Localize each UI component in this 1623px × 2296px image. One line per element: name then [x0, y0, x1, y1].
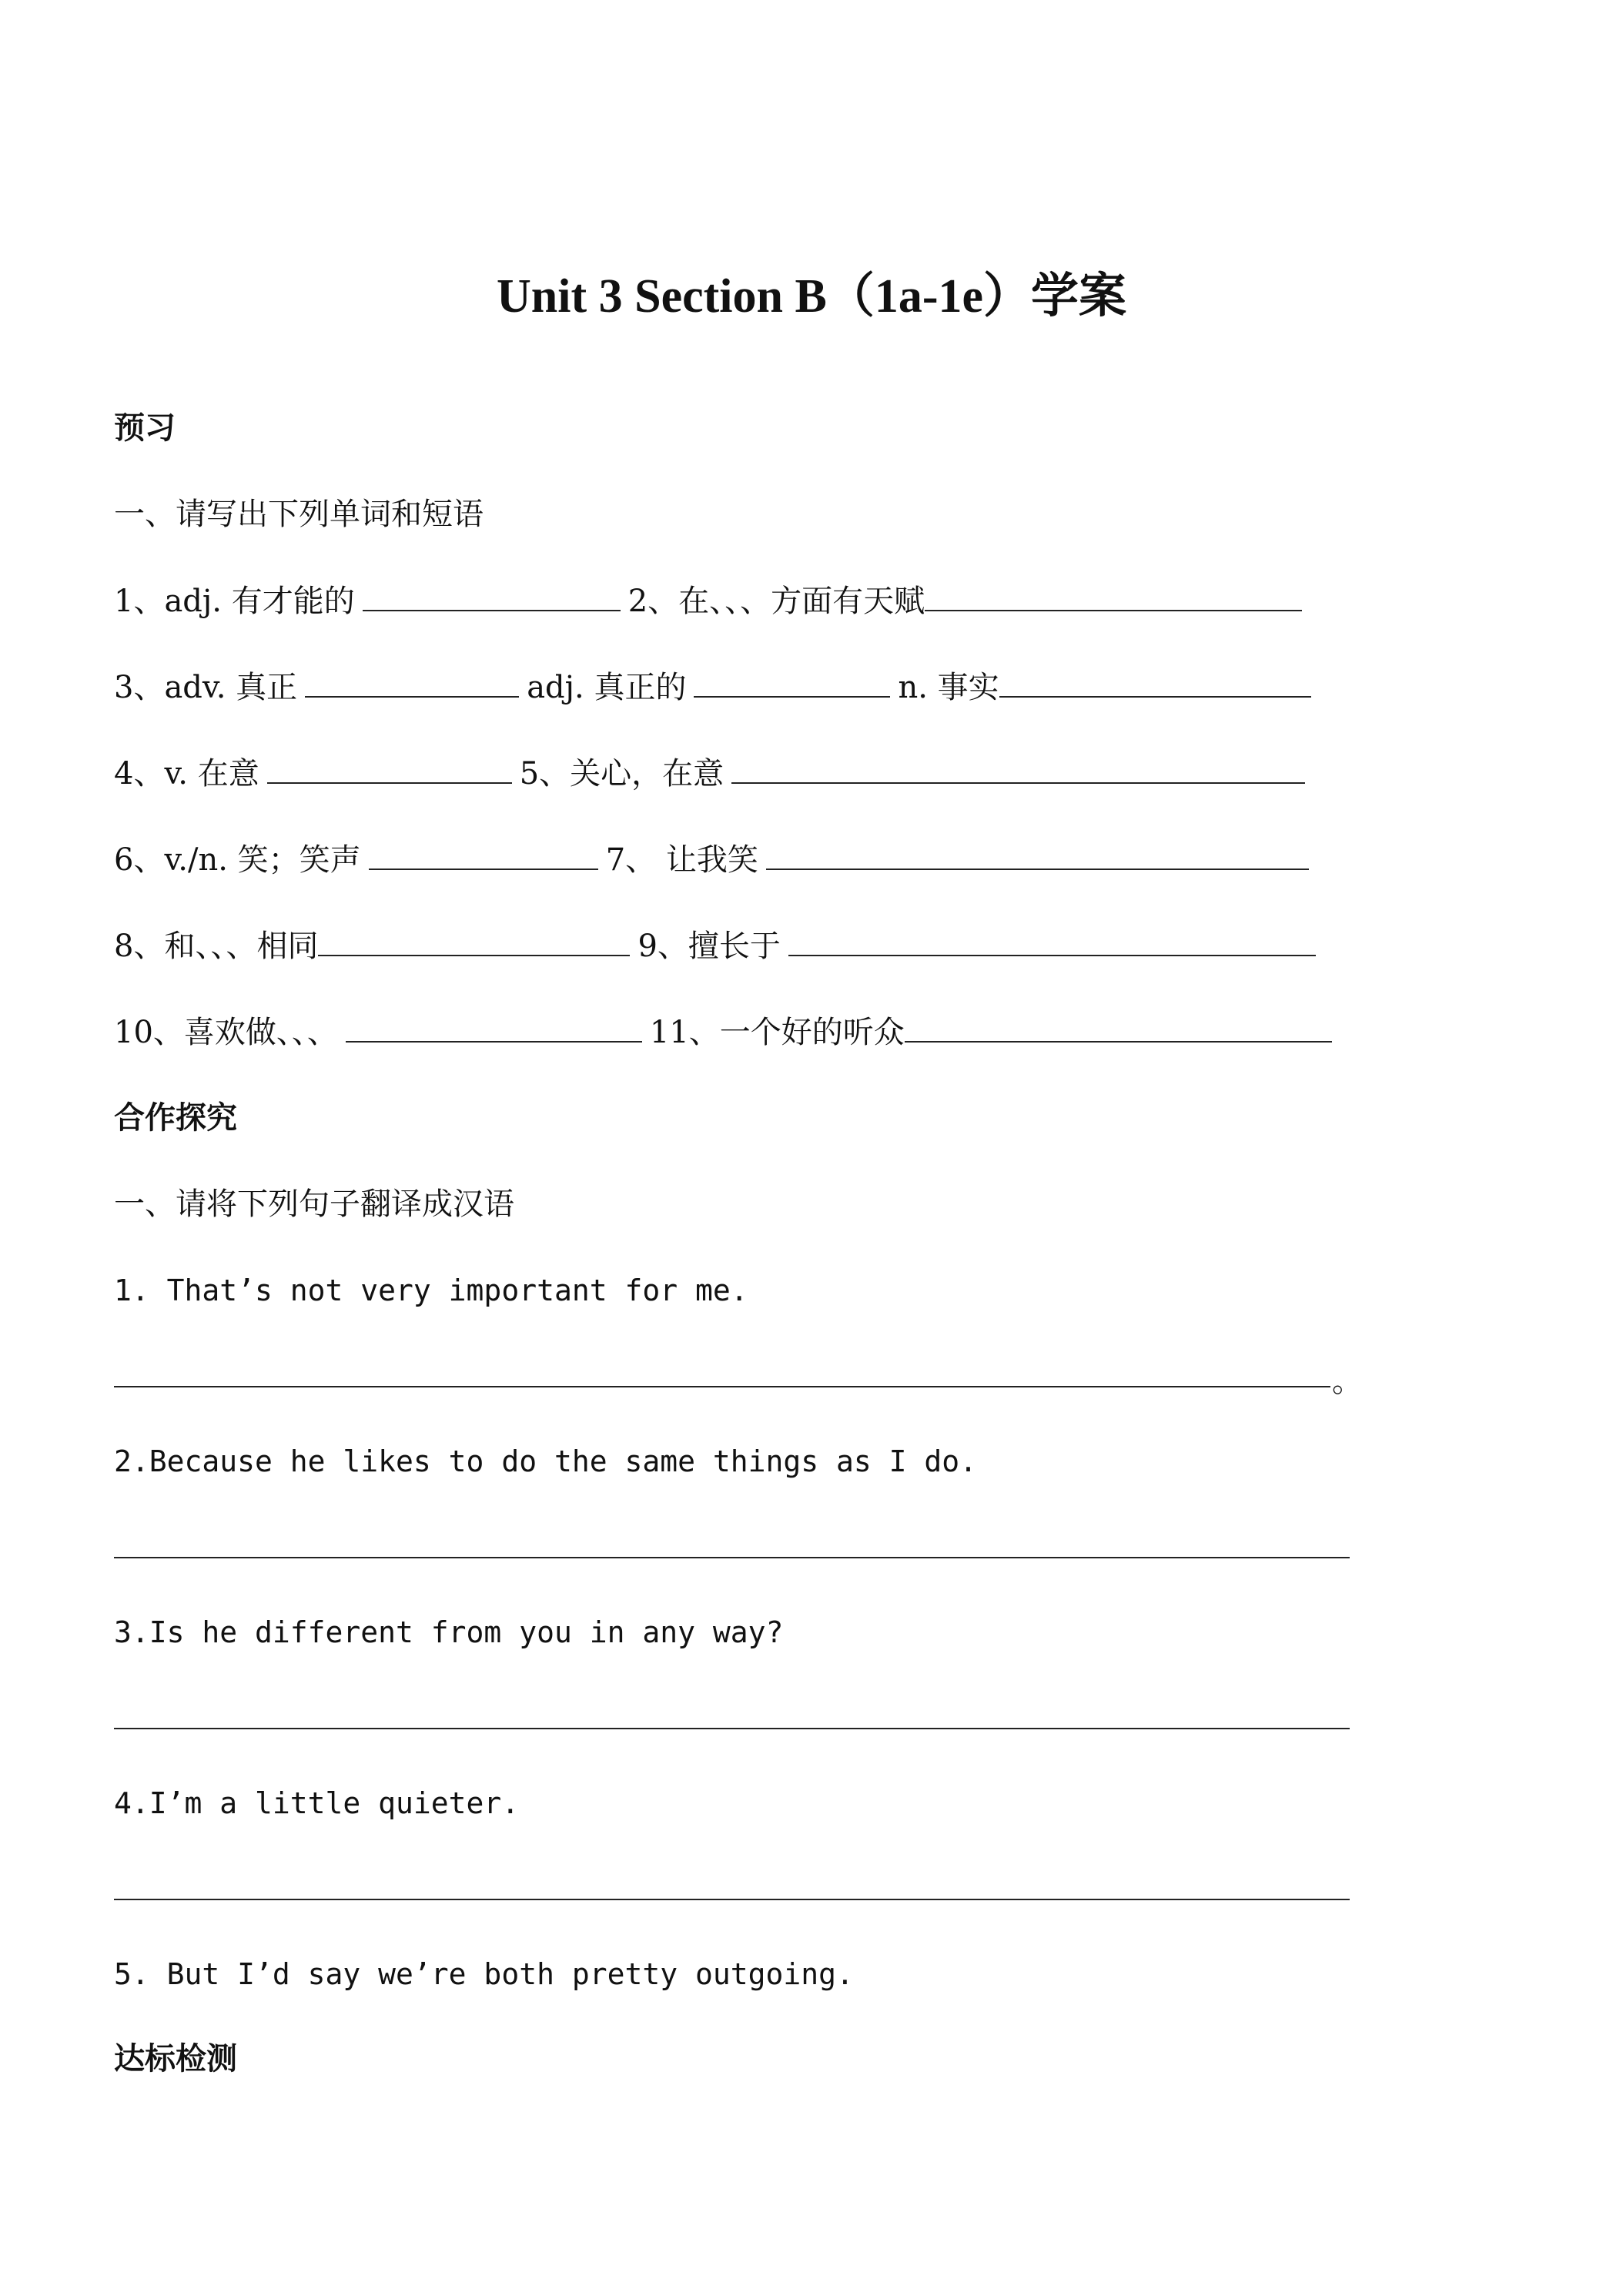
vocab-q6-blank[interactable]: [369, 838, 598, 870]
vocab-q10-blank[interactable]: [346, 1010, 642, 1043]
vocab-q6-label: 6、v./n. 笑；笑声: [114, 842, 361, 878]
cooperation-instruction: 一、请将下列句子翻译成汉语: [114, 1186, 514, 1222]
vocab-row-4: [114, 838, 1317, 882]
vocab-q11-label: 11、一个好的听众: [649, 1015, 905, 1050]
vocab-row-6: [114, 1010, 1340, 1054]
sentence-5: 5. But I’d say we’re both pretty outgoing.: [114, 1957, 854, 1991]
vocab-q8-blank[interactable]: [318, 924, 630, 956]
vocab-q4-blank[interactable]: [267, 751, 512, 784]
vocab-q8-label: 8、和、、、相同: [114, 929, 319, 964]
vocab-row-1: [114, 579, 1310, 623]
section-heading-preview: 预习: [114, 410, 176, 446]
sentence-1: 1. That’s not very important for me.: [114, 1274, 748, 1307]
vocab-q3c-label: n. 事实: [898, 670, 999, 705]
vocab-q4-label: 4、v. 在意: [114, 756, 259, 792]
vocab-q3b-blank[interactable]: [694, 665, 890, 698]
sentence-2: 2.Because he likes to do the same things as I do.: [114, 1444, 978, 1478]
vocab-row-5: [114, 924, 1323, 968]
sentence-4: 4.I’m a little quieter.: [114, 1786, 520, 1820]
section-heading-check: 达标检测: [114, 2041, 237, 2077]
vocab-q3a-blank[interactable]: [305, 665, 519, 698]
vocab-q11-blank[interactable]: [905, 1010, 1332, 1043]
vocab-q5-label: 5、关心，在意: [519, 756, 724, 792]
vocab-q10-label: 10、喜欢做、、、: [114, 1015, 338, 1050]
vocab-q3a-label: 3、adv. 真正: [114, 670, 298, 705]
vocab-q9-blank[interactable]: [788, 924, 1316, 956]
answer-1-period: 。: [1332, 1364, 1363, 1399]
vocab-q7-label: 7、 让我笑: [605, 842, 758, 878]
vocab-q2-blank[interactable]: [925, 579, 1302, 611]
preview-instruction: 一、请写出下列单词和短语: [114, 497, 484, 532]
vocab-q1-blank[interactable]: [363, 579, 621, 611]
page-title: Unit 3 Section B（1a-1e）学案: [496, 270, 1127, 323]
sentence-3: 3.Is he different from you in any way?: [114, 1615, 784, 1649]
vocab-q3b-label: adj. 真正的: [527, 670, 687, 705]
vocab-q7-blank[interactable]: [766, 838, 1309, 870]
answer-line-4[interactable]: [114, 1899, 1350, 1900]
vocab-row-2: [114, 665, 1319, 709]
vocab-row-3: [114, 751, 1313, 795]
answer-line-2[interactable]: [114, 1557, 1350, 1558]
vocab-q5-blank[interactable]: [731, 751, 1305, 784]
vocab-q2-label: 2、在、、、方面有天赋: [627, 584, 925, 619]
section-heading-cooperation: 合作探究: [114, 1100, 237, 1136]
vocab-q1-label: 1、adj. 有才能的: [114, 584, 355, 619]
answer-line-3[interactable]: [114, 1728, 1350, 1729]
vocab-q3c-blank[interactable]: [999, 665, 1311, 698]
answer-line-1[interactable]: [114, 1386, 1330, 1387]
vocab-q9-label: 9、擅长于: [637, 929, 781, 964]
